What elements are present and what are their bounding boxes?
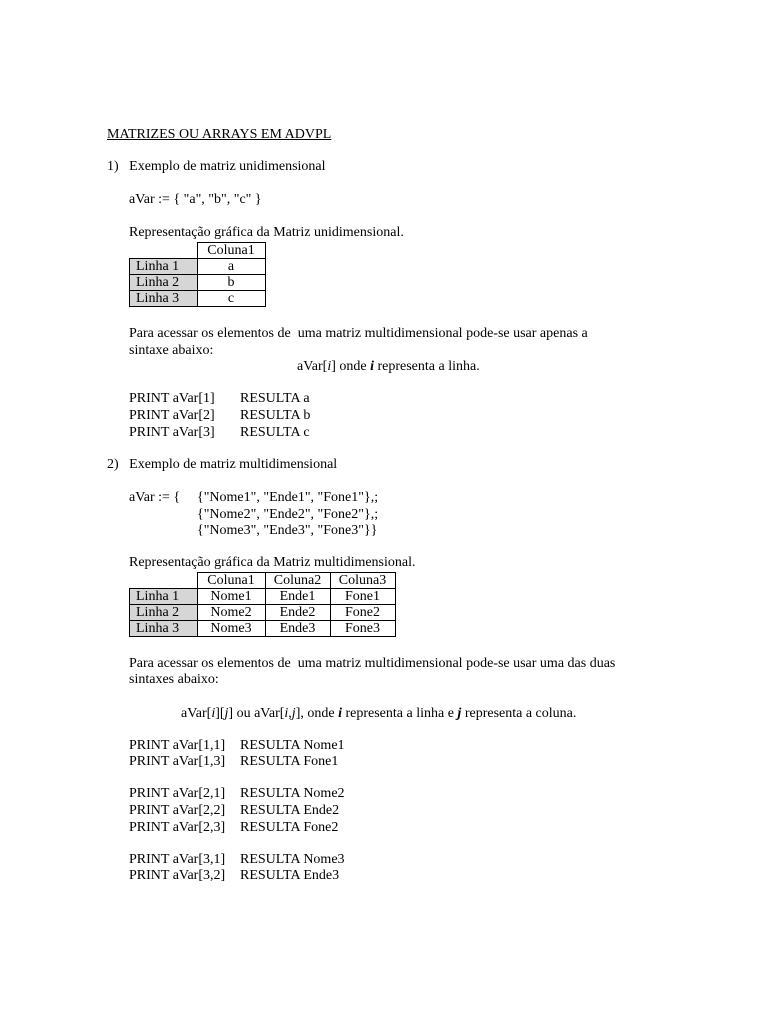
print-cmd: PRINT aVar[1,3] xyxy=(129,754,226,769)
table-row xyxy=(130,589,396,605)
print-result: RESULTA Nome2 xyxy=(240,786,345,801)
table-corner xyxy=(130,243,198,259)
print-result: RESULTA Ende2 xyxy=(240,803,340,818)
table-cell: Ende1 xyxy=(265,589,330,605)
section1-access-text: Para acessar os elementos de uma matriz multidimensional pode-se usar apenas a xyxy=(129,326,588,341)
print-result: RESULTA Ende3 xyxy=(240,868,340,883)
row-header: Linha 1 xyxy=(130,589,198,605)
syntax-text: representa a linha e xyxy=(341,706,458,721)
table-row xyxy=(130,621,396,637)
table-cell: c xyxy=(197,291,265,307)
print-result: RESULTA c xyxy=(240,425,310,440)
syntax-var: j xyxy=(291,706,296,721)
table-row xyxy=(130,259,266,275)
syntax-var: i xyxy=(338,706,342,721)
print-cmd: PRINT aVar[3] xyxy=(129,425,215,440)
table-cell: Fone1 xyxy=(330,589,395,605)
table-row xyxy=(130,605,396,621)
print-result: RESULTA Nome3 xyxy=(240,852,345,867)
print-result: RESULTA Fone2 xyxy=(240,820,339,835)
syntax-text: ], onde xyxy=(295,706,339,721)
section1-syntax xyxy=(297,359,480,375)
page-title: MATRIZES OU ARRAYS EM ADVPL xyxy=(107,127,332,142)
section2-code-line: {"Nome3", "Ende3", "Fone3"}} xyxy=(197,523,378,538)
table-cell: Ende2 xyxy=(265,605,330,621)
column-header: Coluna3 xyxy=(330,573,395,589)
table-corner xyxy=(130,573,198,589)
syntax-text: aVar[ xyxy=(181,706,212,721)
print-cmd: PRINT aVar[3,2] xyxy=(129,868,226,883)
syntax-text: aVar[ xyxy=(297,359,328,374)
syntax-text: ] ou aVar[ xyxy=(228,706,285,721)
table-cell: Nome3 xyxy=(197,621,265,637)
syntax-text: representa a coluna. xyxy=(461,706,577,721)
row-header: Linha 2 xyxy=(130,275,198,291)
syntax-var: i xyxy=(284,706,289,721)
print-result: RESULTA a xyxy=(240,391,310,406)
syntax-var: j xyxy=(224,706,229,721)
print-cmd: PRINT aVar[2] xyxy=(129,408,215,423)
print-result: RESULTA b xyxy=(240,408,311,423)
section2-code-line: {"Nome2", "Ende2", "Fone2"},; xyxy=(197,507,379,522)
syntax-var: i xyxy=(211,706,216,721)
section2-access-text-2: sintaxes abaixo: xyxy=(129,672,219,687)
column-header: Coluna1 xyxy=(197,573,265,589)
print-result: RESULTA Nome1 xyxy=(240,738,345,753)
row-header: Linha 3 xyxy=(130,621,198,637)
table-cell: Fone3 xyxy=(330,621,395,637)
print-cmd: PRINT aVar[2,1] xyxy=(129,786,226,801)
section2-access-text: Para acessar os elementos de uma matriz multidimensional pode-se usar uma das duas xyxy=(129,656,616,671)
print-cmd: PRINT aVar[3,1] xyxy=(129,852,226,867)
table-row xyxy=(130,291,266,307)
table-cell: b xyxy=(197,275,265,291)
section2-code-line: {"Nome1", "Ende1", "Fone1"},; xyxy=(197,490,379,505)
print-cmd: PRINT aVar[2,2] xyxy=(129,803,226,818)
syntax-var: j xyxy=(457,706,462,721)
row-header: Linha 1 xyxy=(130,259,198,275)
print-result: RESULTA Fone1 xyxy=(240,754,339,769)
syntax-text: , xyxy=(288,706,292,721)
table-cell: Nome1 xyxy=(197,589,265,605)
matrix-2d-table xyxy=(129,572,396,637)
section2-syntax xyxy=(181,706,576,722)
syntax-text: ][ xyxy=(215,706,225,721)
table-cell: a xyxy=(197,259,265,275)
section1-access-text-2: sintaxe abaixo: xyxy=(129,343,214,358)
table-cell: Ende3 xyxy=(265,621,330,637)
section1-heading: 1) Exemplo de matriz unidimensional xyxy=(107,159,326,174)
table-row xyxy=(130,275,266,291)
print-cmd: PRINT aVar[2,3] xyxy=(129,820,226,835)
syntax-text: ] onde xyxy=(331,359,371,374)
column-header: Coluna2 xyxy=(265,573,330,589)
column-header: Coluna1 xyxy=(197,243,265,259)
table-cell: Fone2 xyxy=(330,605,395,621)
section1-rep-caption: Representação gráfica da Matriz unidimensional. xyxy=(129,225,404,240)
row-header: Linha 3 xyxy=(130,291,198,307)
print-cmd: PRINT aVar[1,1] xyxy=(129,738,226,753)
section1-code: aVar := { "a", "b", "c" } xyxy=(129,192,262,207)
matrix-1d-table xyxy=(129,242,266,307)
table-cell: Nome2 xyxy=(197,605,265,621)
syntax-var: i xyxy=(370,359,374,374)
section2-heading: 2) Exemplo de matriz multidimensional xyxy=(107,457,338,472)
print-cmd: PRINT aVar[1] xyxy=(129,391,215,406)
syntax-var: i xyxy=(327,359,332,374)
syntax-text: representa a linha. xyxy=(373,359,480,374)
row-header: Linha 2 xyxy=(130,605,198,621)
section2-rep-caption: Representação gráfica da Matriz multidimensional. xyxy=(129,555,416,570)
section2-code-prefix: aVar := { xyxy=(129,490,181,505)
